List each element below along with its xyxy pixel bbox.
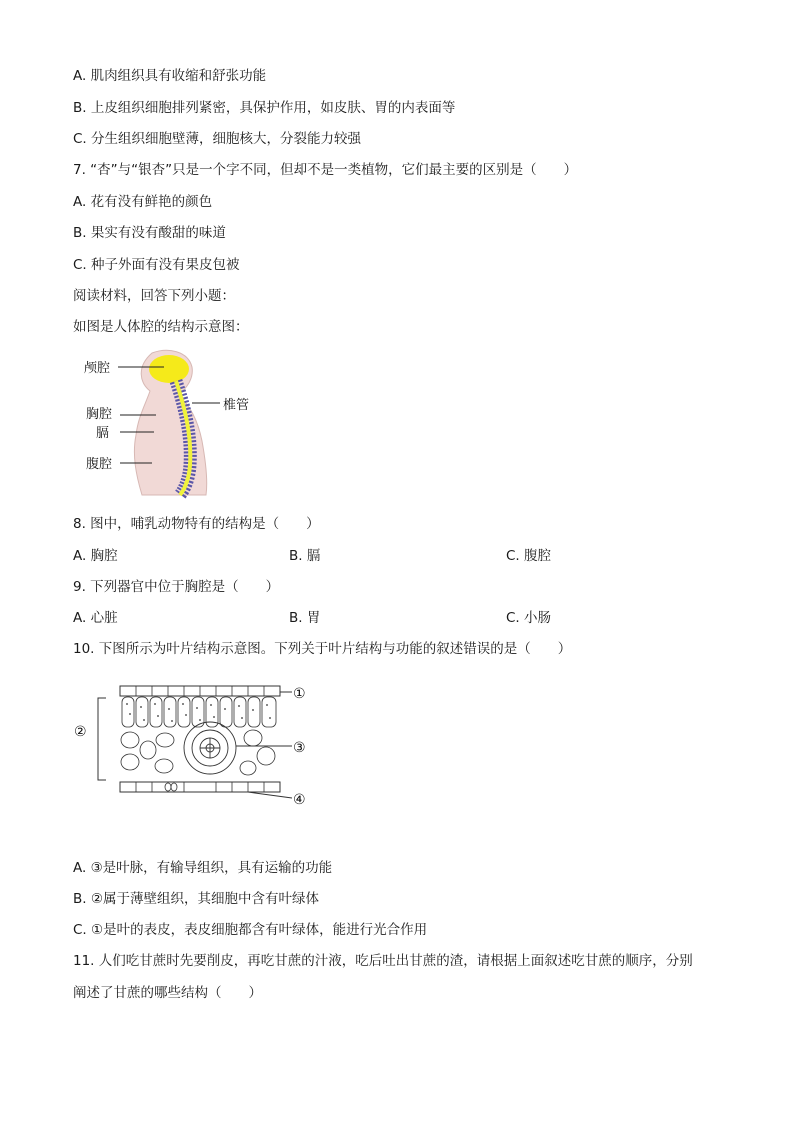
- label-n4: ④: [293, 792, 306, 808]
- spongy-cells: [121, 730, 275, 775]
- label-thoracic: 胸腔: [86, 407, 113, 422]
- leaf-vein: [184, 722, 236, 774]
- body-cavity-figure: [80, 345, 280, 500]
- q10-option-a: A. ③是叶脉，有输导组织，具有运输的功能: [73, 860, 333, 876]
- label-n1: ①: [293, 686, 306, 702]
- q11-stem-line2: 阐述了甘蔗的哪些结构（ ）: [73, 985, 262, 1001]
- label-abdominal: 腹腔: [86, 457, 113, 472]
- guard-cell-left: [165, 783, 171, 791]
- bracket-mesophyll: [98, 698, 106, 780]
- label-n2: ②: [74, 724, 87, 740]
- guard-cell-right: [171, 783, 177, 791]
- q6-option-a: A. 肌肉组织具有收缩和舒张功能: [73, 68, 267, 84]
- label-cranial: 颅腔: [84, 361, 111, 376]
- label-diaphragm: 膈: [96, 426, 110, 441]
- q6-option-b: B. 上皮组织细胞排列紧密，具保护作用，如皮肤、胃的内表面等: [73, 100, 456, 116]
- q8-option-b: B. 膈: [289, 548, 321, 564]
- q10-option-b: B. ②属于薄壁组织，其细胞中含有叶绿体: [73, 891, 319, 907]
- label-n3: ③: [293, 740, 306, 756]
- brain-shape: [149, 355, 189, 383]
- leaf-structure-figure: [70, 680, 330, 810]
- q8-option-c: C. 腹腔: [506, 548, 552, 564]
- q9-option-b: B. 胃: [289, 610, 321, 626]
- q8-stem: 8. 图中，哺乳动物特有的结构是（ ）: [73, 516, 320, 532]
- lower-epidermis: [120, 782, 280, 792]
- q7-option-c: C. 种子外面有没有果皮包被: [73, 257, 240, 273]
- q9-option-c: C. 小肠: [506, 610, 552, 626]
- q7-option-b: B. 果实有没有酸甜的味道: [73, 225, 226, 241]
- reading-instruction: 阅读材料，回答下列小题：: [73, 288, 235, 304]
- q7-stem: 7. “杏”与“银杏”只是一个字不同，但却不是一类植物，它们最主要的区别是（ ）: [73, 162, 578, 178]
- q10-option-c: C. ①是叶的表皮，表皮细胞都含有叶绿体，能进行光合作用: [73, 922, 428, 938]
- label-spinal: 椎管: [223, 398, 250, 413]
- q9-stem: 9. 下列器官中位于胸腔是（ ）: [73, 579, 280, 595]
- q6-option-c: C. 分生组织细胞壁薄，细胞核大，分裂能力较强: [73, 131, 362, 147]
- leader-4: [248, 792, 292, 798]
- q9-option-a: A. 心脏: [73, 610, 118, 626]
- q8-option-a: A. 胸腔: [73, 548, 118, 564]
- q7-option-a: A. 花有没有鲜艳的颜色: [73, 194, 213, 210]
- q11-stem-line1: 11. 人们吃甘蔗时先要削皮，再吃甘蔗的汁液，吃后吐出甘蔗的渣，请根据上面叙述吃甘蔗的顺序，分别: [73, 953, 693, 969]
- figure1-intro: 如图是人体腔的结构示意图：: [73, 319, 249, 335]
- q10-stem: 10. 下图所示为叶片结构示意图。下列关于叶片结构与功能的叙述错误的是（ ）: [73, 641, 572, 657]
- palisade-cells: [122, 697, 276, 727]
